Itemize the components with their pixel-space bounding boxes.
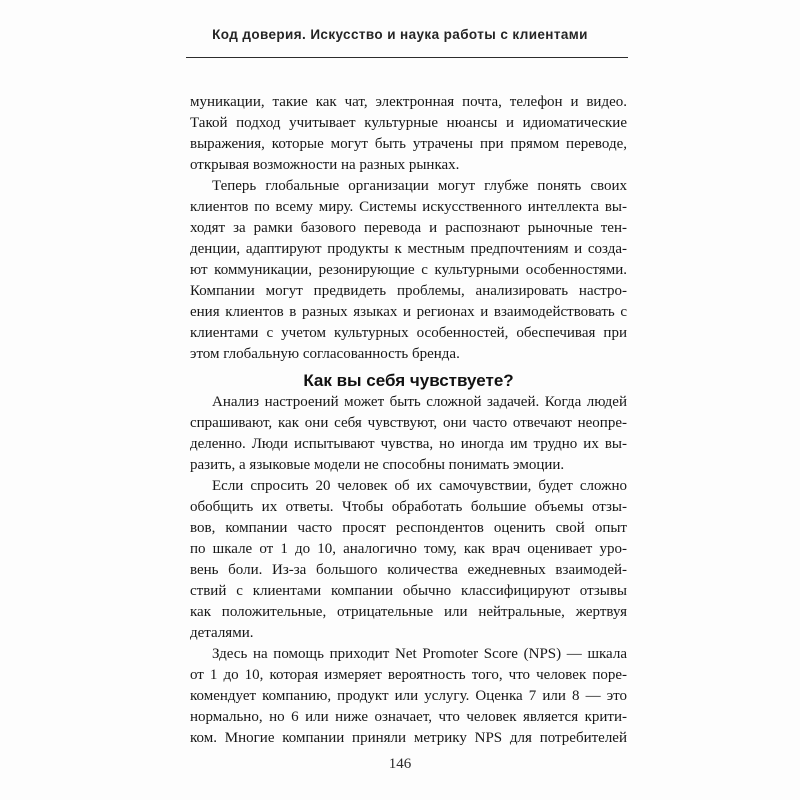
text-line: Такой подход учитывает культурные нюансы и идиоматические — [190, 115, 627, 131]
text-line: вов, компании часто просят респондентов оценить свой опыт — [190, 520, 627, 536]
text-line: ствий с клиентами компании обычно классифицируют отзывы — [190, 583, 627, 599]
text-line: Если спросить 20 человек об их самочувствии, будет сложно — [212, 478, 627, 494]
text-line: разить, а языковые модели не способны понимать эмоции. — [190, 457, 565, 473]
text-line: деталями. — [190, 625, 254, 641]
paragraph — [190, 644, 627, 749]
text-line: Теперь глобальные организации могут глубже понять своих — [212, 178, 627, 194]
text-line: клиентами с учетом культурных особенностей, обеспечивая при — [190, 325, 627, 341]
text-line: как положительные, отрицательные или нейтральные, жертвуя — [190, 604, 627, 620]
paragraph — [190, 92, 627, 176]
text-line: Анализ настроений может быть сложной задачей. Когда людей — [212, 394, 627, 410]
text-line: спрашивают, как они себя чувствуют, они часто отвечают неопре- — [190, 415, 627, 431]
text-line: по шкале от 1 до 10, аналогично тому, как врач оценивает уро- — [190, 541, 627, 557]
section-heading: Как вы себя чувствуете? — [303, 371, 514, 390]
page-body — [190, 92, 627, 749]
text-line: муникации, такие как чат, электронная почта, телефон и видео. — [190, 94, 627, 110]
text-line: деленно. Люди испытывают чувства, но иногда им трудно их вы- — [190, 436, 627, 452]
text-line: ют коммуникации, резонирующие с культурными особенностями. — [190, 262, 627, 278]
text-line: ения клиентов в разных языках и регионах и взаимодействовать с — [190, 304, 627, 320]
text-line: Здесь на помощь приходит Net Promoter Score (NPS) — шкала — [212, 646, 627, 662]
header-rule — [186, 57, 628, 58]
paragraph — [190, 476, 627, 644]
text-line: комендует компанию, продукт или услугу. Оценка 7 или 8 — это — [190, 688, 627, 704]
text-line: открывая возможности на разных рынках. — [190, 157, 460, 173]
running-header: Код доверия. Искусство и наука работы с клиентами — [212, 27, 588, 42]
text-line: вень боли. Из-за большого количества ежедневных взаимодей- — [190, 562, 627, 578]
page-footer — [0, 756, 800, 773]
paragraph — [190, 392, 627, 476]
text-line: нормально, но 6 или ниже означает, что человек является крити- — [190, 709, 627, 725]
text-line: Компании могут предвидеть проблемы, анализировать настро- — [190, 283, 627, 299]
text-line: выражения, которые могут быть утрачены при прямом переводе, — [190, 136, 627, 152]
text-line: клиентов по всему миру. Системы искусственного интеллекта вы- — [190, 199, 627, 215]
text-line: от 1 до 10, которая измеряет вероятность того, что человек поре- — [190, 667, 627, 683]
text-line: ходят за рамки базового перевода и распознают рыночные тен- — [190, 220, 627, 236]
paragraph — [190, 176, 627, 365]
text-line: этом глобальную согласованность бренда. — [190, 346, 460, 362]
text-line: денции, адаптируют продукты к местным предпочтениям и созда- — [190, 241, 627, 257]
text-line: ком. Многие компании приняли метрику NPS для потребителей — [190, 730, 627, 746]
text-line: обобщить их ответы. Чтобы обработать большие объемы отзы- — [190, 499, 627, 515]
page-number: 146 — [388, 756, 412, 772]
